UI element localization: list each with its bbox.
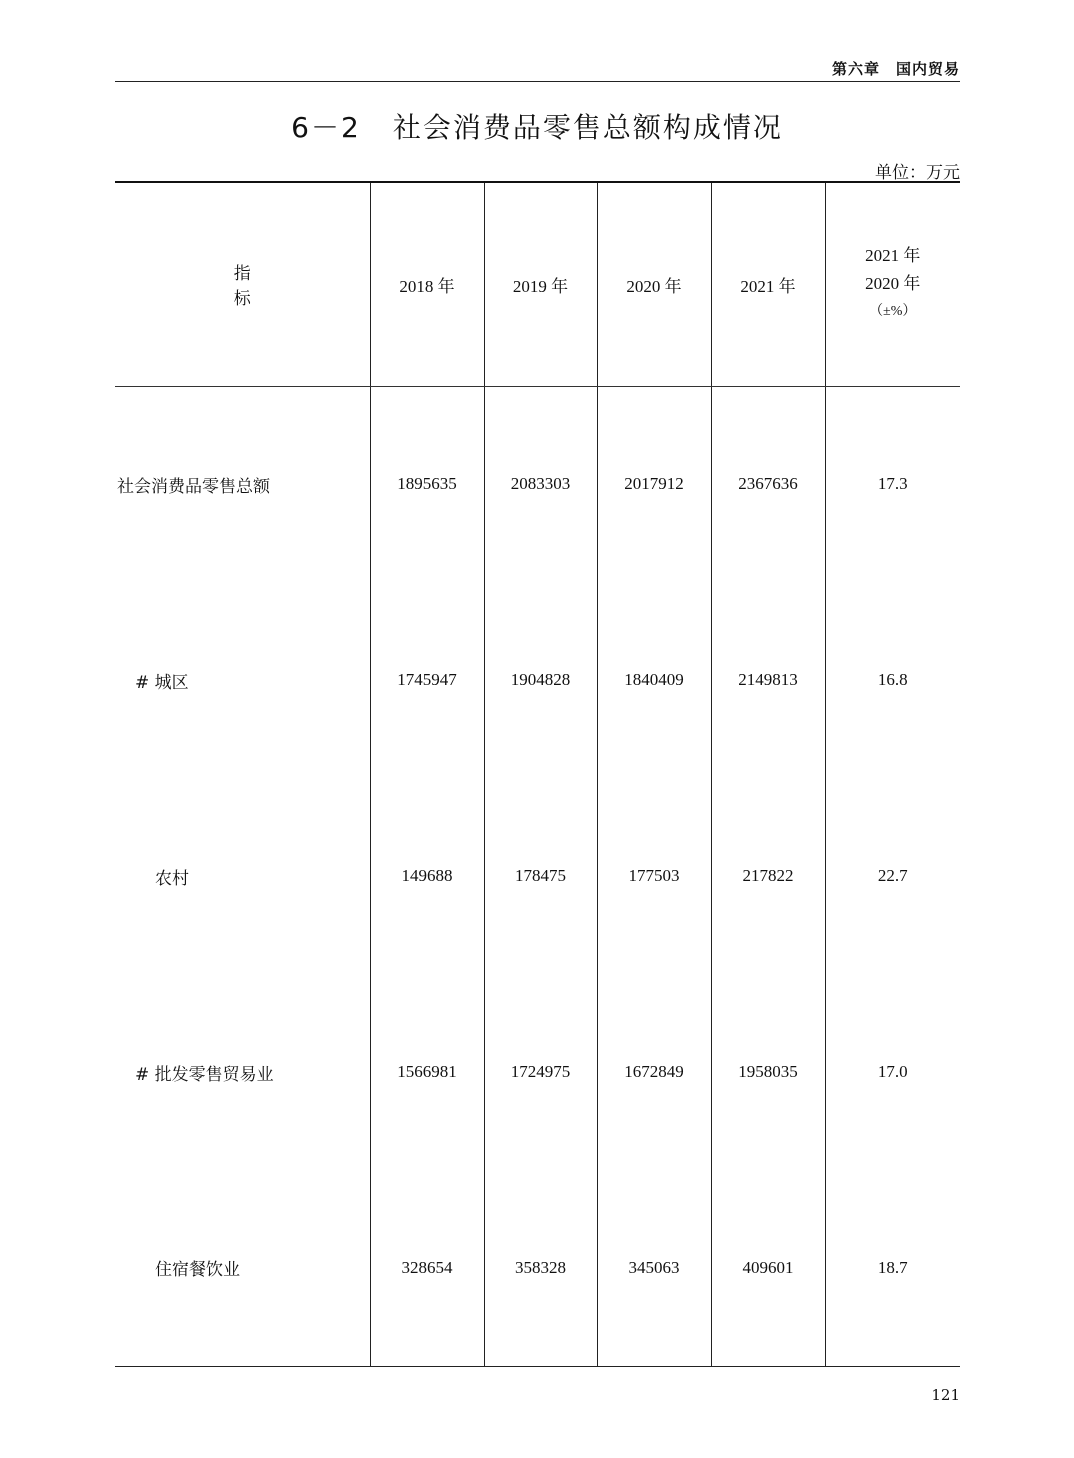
cell-2021: 1958035 bbox=[711, 974, 825, 1170]
header-2018: 2018 年 bbox=[370, 182, 484, 386]
retail-sales-table bbox=[115, 181, 960, 1367]
cell-2019: 2083303 bbox=[484, 386, 597, 582]
table-row bbox=[115, 386, 960, 582]
unit-label: 单位：万元 bbox=[875, 163, 960, 183]
cell-2020: 345063 bbox=[597, 1170, 711, 1366]
header-2020: 2020 年 bbox=[597, 182, 711, 386]
cell-2021: 2149813 bbox=[711, 582, 825, 778]
cell-2020: 177503 bbox=[597, 778, 711, 974]
cell-change: 16.8 bbox=[825, 582, 960, 778]
cell-2018: 1745947 bbox=[370, 582, 484, 778]
cell-change: 17.0 bbox=[825, 974, 960, 1170]
page-number: 121 bbox=[931, 1386, 960, 1404]
cell-2021: 2367636 bbox=[711, 386, 825, 582]
cell-2019: 1904828 bbox=[484, 582, 597, 778]
cell-change: 18.7 bbox=[825, 1170, 960, 1366]
header-change bbox=[825, 182, 960, 386]
table-row bbox=[115, 778, 960, 974]
table-title bbox=[0, 106, 1074, 146]
row-label: 社会消费品零售总额 bbox=[117, 476, 270, 497]
table-header-row bbox=[115, 182, 960, 386]
cell-2020: 1840409 bbox=[597, 582, 711, 778]
cell-2019: 358328 bbox=[484, 1170, 597, 1366]
cell-change: 17.3 bbox=[825, 386, 960, 582]
header-change-line2: 2020 年 bbox=[865, 274, 921, 294]
cell-2021: 217822 bbox=[711, 778, 825, 974]
table-row bbox=[115, 582, 960, 778]
table-title-text: 社会消费品零售总额构成情况 bbox=[392, 111, 783, 144]
cell-2019: 178475 bbox=[484, 778, 597, 974]
cell-2018: 1566981 bbox=[370, 974, 484, 1170]
header-indicator: 指 标 bbox=[115, 182, 370, 386]
table-row bbox=[115, 974, 960, 1170]
cell-2018: 149688 bbox=[370, 778, 484, 974]
chapter-header: 第六章 国内贸易 bbox=[831, 60, 960, 78]
cell-change: 22.7 bbox=[825, 778, 960, 974]
row-label: # 批发零售贸易业 bbox=[135, 1064, 274, 1085]
cell-2020: 2017912 bbox=[597, 386, 711, 582]
table-number: 6－2 bbox=[291, 111, 361, 144]
cell-2018: 1895635 bbox=[370, 386, 484, 582]
cell-2019: 1724975 bbox=[484, 974, 597, 1170]
cell-2020: 1672849 bbox=[597, 974, 711, 1170]
cell-2021: 409601 bbox=[711, 1170, 825, 1366]
row-label: # 城区 bbox=[135, 672, 189, 693]
header-rule bbox=[115, 81, 960, 82]
header-change-line3: （±%） bbox=[869, 304, 917, 320]
cell-2018: 328654 bbox=[370, 1170, 484, 1366]
table-row bbox=[115, 1170, 960, 1366]
header-change-line1: 2021 年 bbox=[865, 246, 921, 266]
header-2019: 2019 年 bbox=[484, 182, 597, 386]
row-label: 农村 bbox=[155, 868, 189, 889]
header-2021: 2021 年 bbox=[711, 182, 825, 386]
row-label: 住宿餐饮业 bbox=[115, 1170, 370, 1366]
